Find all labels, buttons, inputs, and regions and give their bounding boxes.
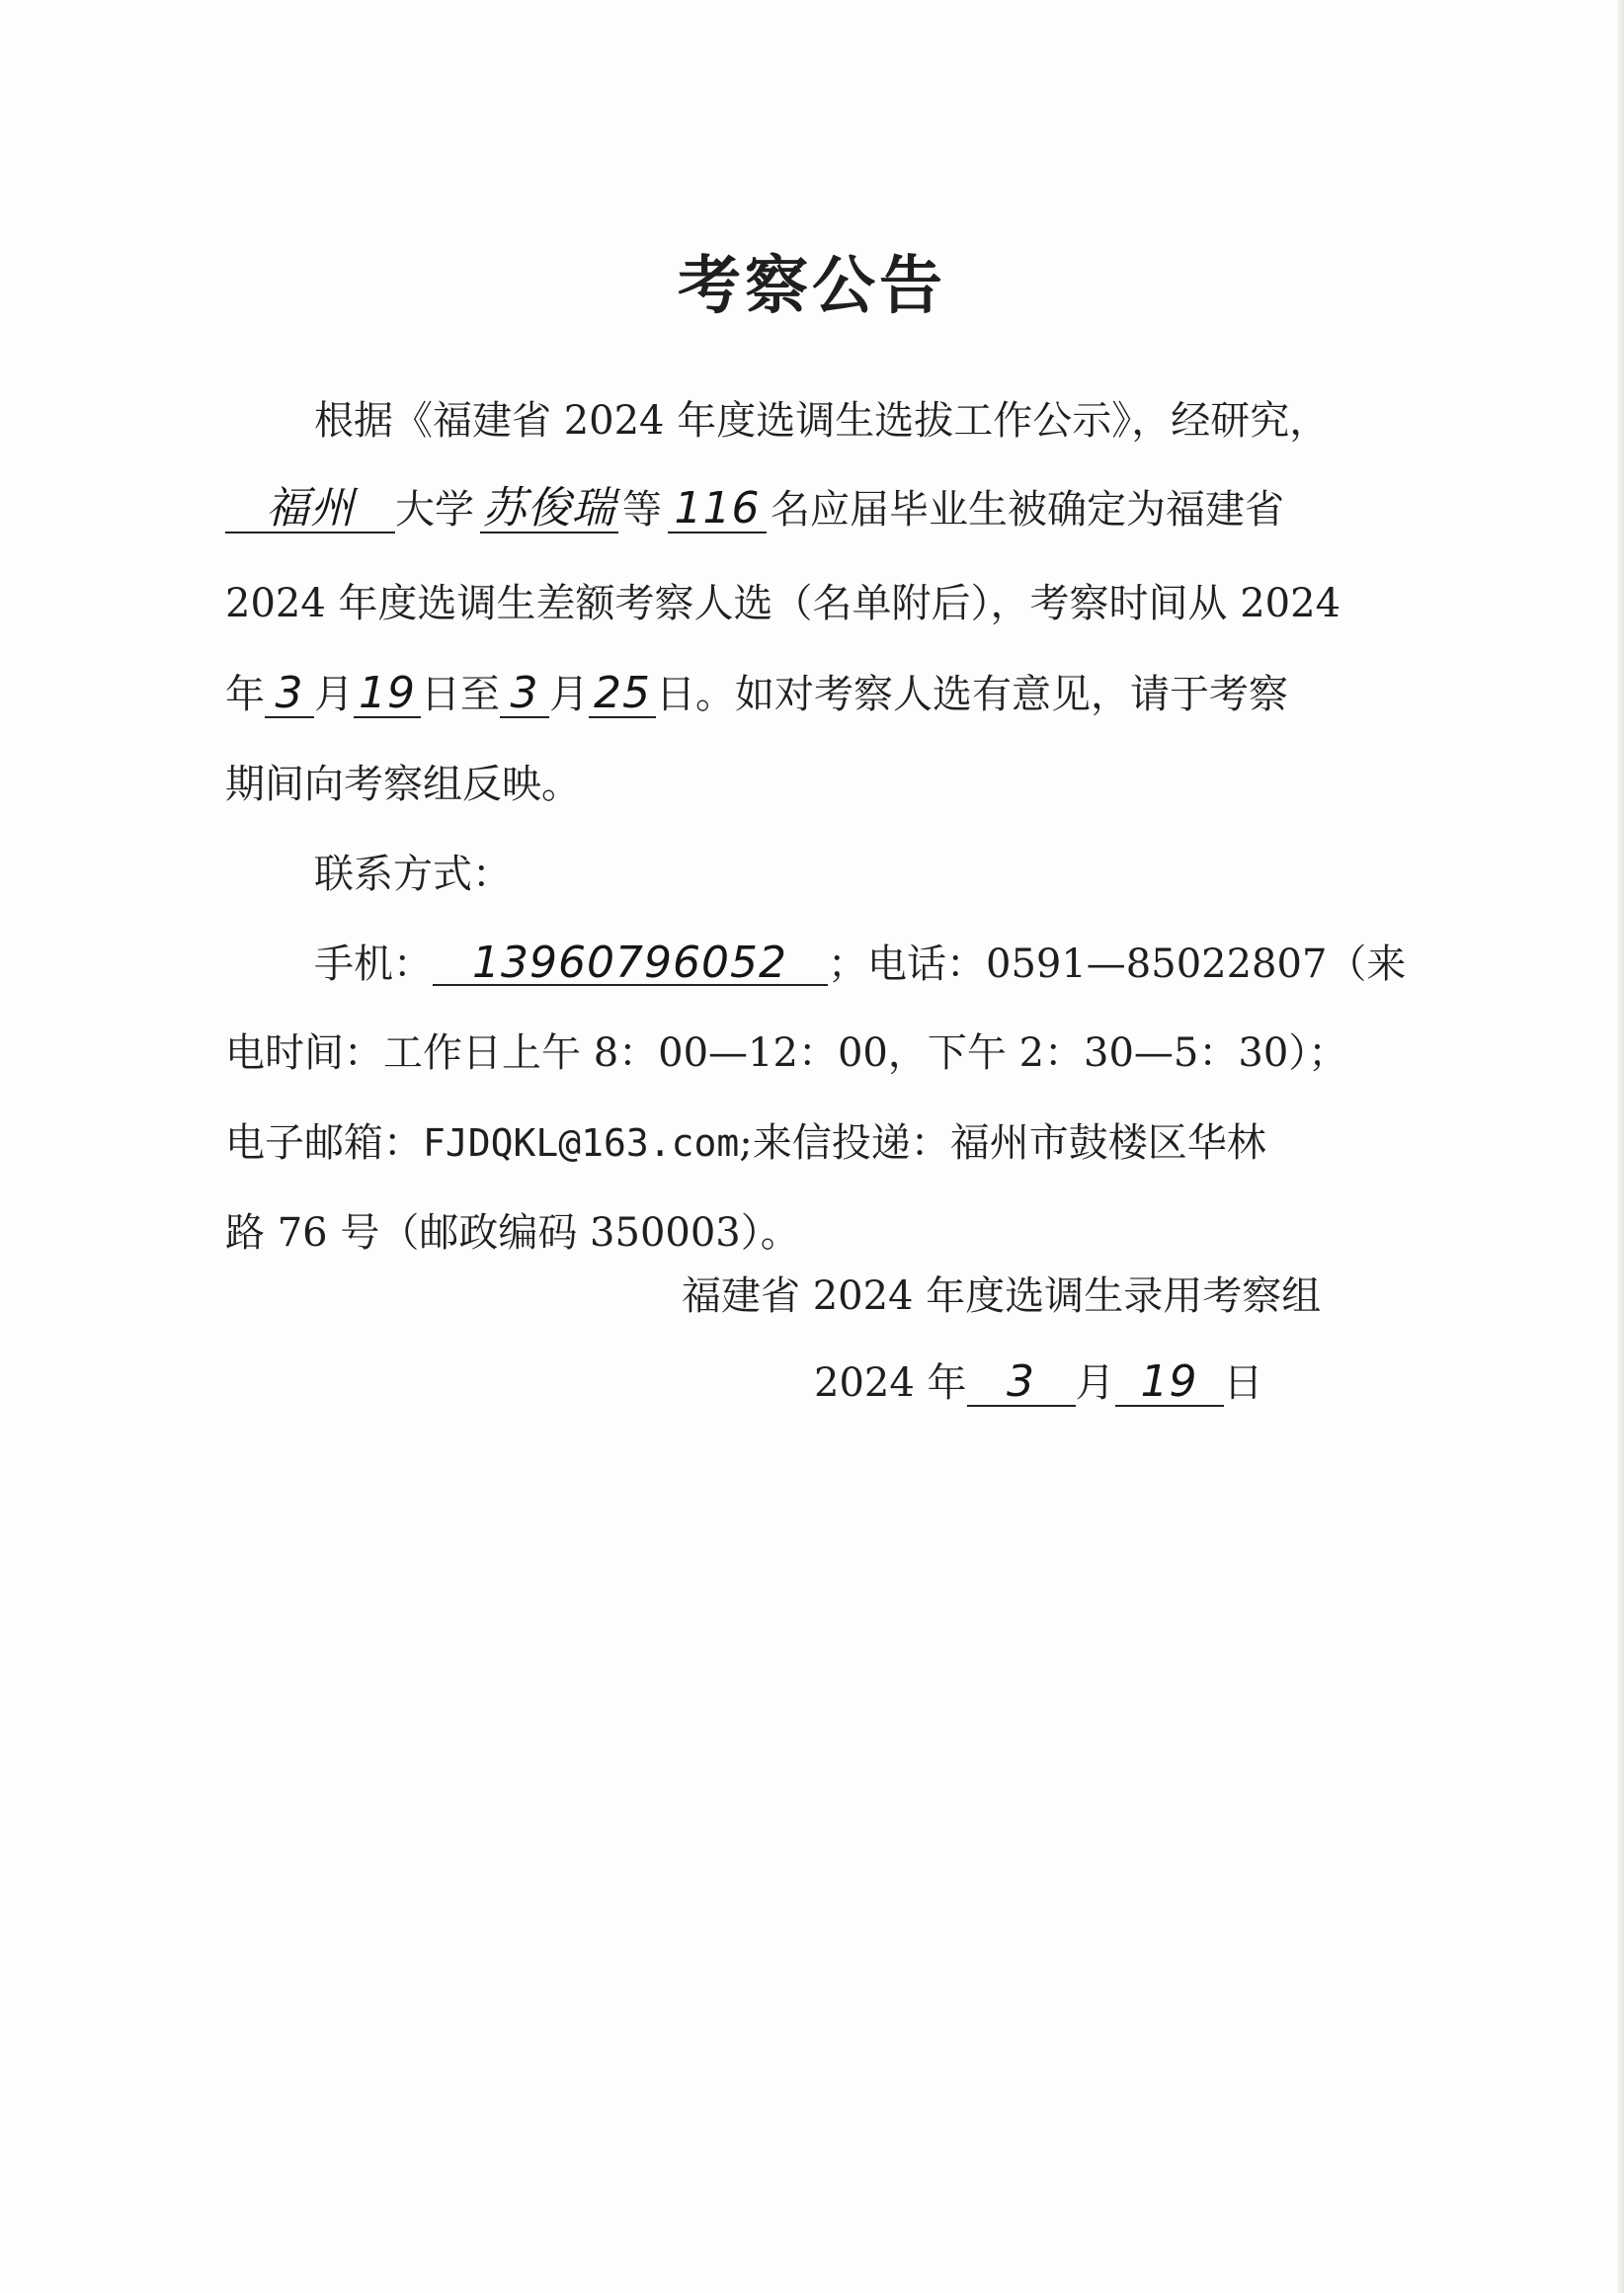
para1-line5 — [225, 755, 581, 814]
contact-heading-line — [314, 845, 512, 904]
hours-line — [225, 1024, 1347, 1083]
signature-ri: 日 — [1223, 1360, 1263, 1406]
signature-date — [814, 1353, 1263, 1413]
para1-line4 — [225, 665, 1288, 724]
name-blank: 苏俊瑞 — [480, 486, 618, 533]
para1-line1-text: 根据《福建省 2024 年度选调生选拔工作公示》，经研究， — [314, 398, 1330, 444]
mobile-label: 手机： — [314, 942, 433, 987]
start-day-blank: 19 — [354, 671, 421, 718]
mobile-line — [314, 935, 1406, 994]
signature-year: 2024 年 — [814, 1360, 967, 1406]
university-suffix: 大学 — [395, 487, 474, 532]
signature-org-text: 福建省 2024 年度选调生录用考察组 — [682, 1273, 1322, 1319]
email-line — [225, 1113, 1266, 1173]
contact-heading: 联系方式： — [314, 852, 512, 897]
start-month-blank: 3 — [265, 671, 314, 718]
para1-line4-tail: 日。如对考察人选有意见，请于考察 — [656, 672, 1288, 717]
signature-yue: 月 — [1075, 1360, 1115, 1406]
hours-text: 电时间：工作日上午 8：00—12：00，下午 2：30—5：30）； — [225, 1030, 1348, 1076]
para1-line5-text: 期间向考察组反映。 — [225, 762, 581, 807]
email-address: FJDQKL@163.com — [423, 1121, 740, 1165]
ri-zhi-text: 日至 — [421, 672, 500, 717]
email-label: 电子邮箱： — [225, 1120, 423, 1166]
nian-text: 年 — [225, 672, 265, 717]
after-count-text: 名应届毕业生被确定为福建省 — [771, 487, 1284, 532]
end-month-blank: 3 — [500, 671, 549, 718]
paper-edge-shadow — [1618, 0, 1624, 2293]
para1-line1 — [314, 391, 1329, 450]
mail-text: ;来信投递：福州市鼓楼区华林 — [739, 1120, 1266, 1166]
para1-line2 — [225, 480, 1284, 539]
page-title: 考察公告 — [678, 249, 946, 323]
mobile-blank: 13960796052 — [433, 941, 828, 986]
end-day-blank: 25 — [589, 671, 656, 718]
signature-org — [682, 1267, 1321, 1326]
university-blank: 福州 — [225, 486, 395, 533]
yue1-text: 月 — [314, 672, 354, 717]
signature-month-blank: 3 — [967, 1359, 1076, 1407]
para1-line3-text: 2024 年度选调生差额考察人选（名单附后），考察时间从 2024 — [225, 581, 1341, 626]
signature-day-blank: 19 — [1115, 1359, 1224, 1407]
count-blank: 116 — [668, 486, 767, 533]
phone-text: ；电话：0591—85022807（来 — [828, 942, 1407, 987]
yue2-text: 月 — [549, 672, 589, 717]
deng-text: 等 — [622, 487, 662, 532]
address-line — [225, 1203, 800, 1263]
address-text: 路 76 号（邮政编码 350003）。 — [225, 1210, 800, 1256]
para1-line3 — [225, 574, 1340, 633]
